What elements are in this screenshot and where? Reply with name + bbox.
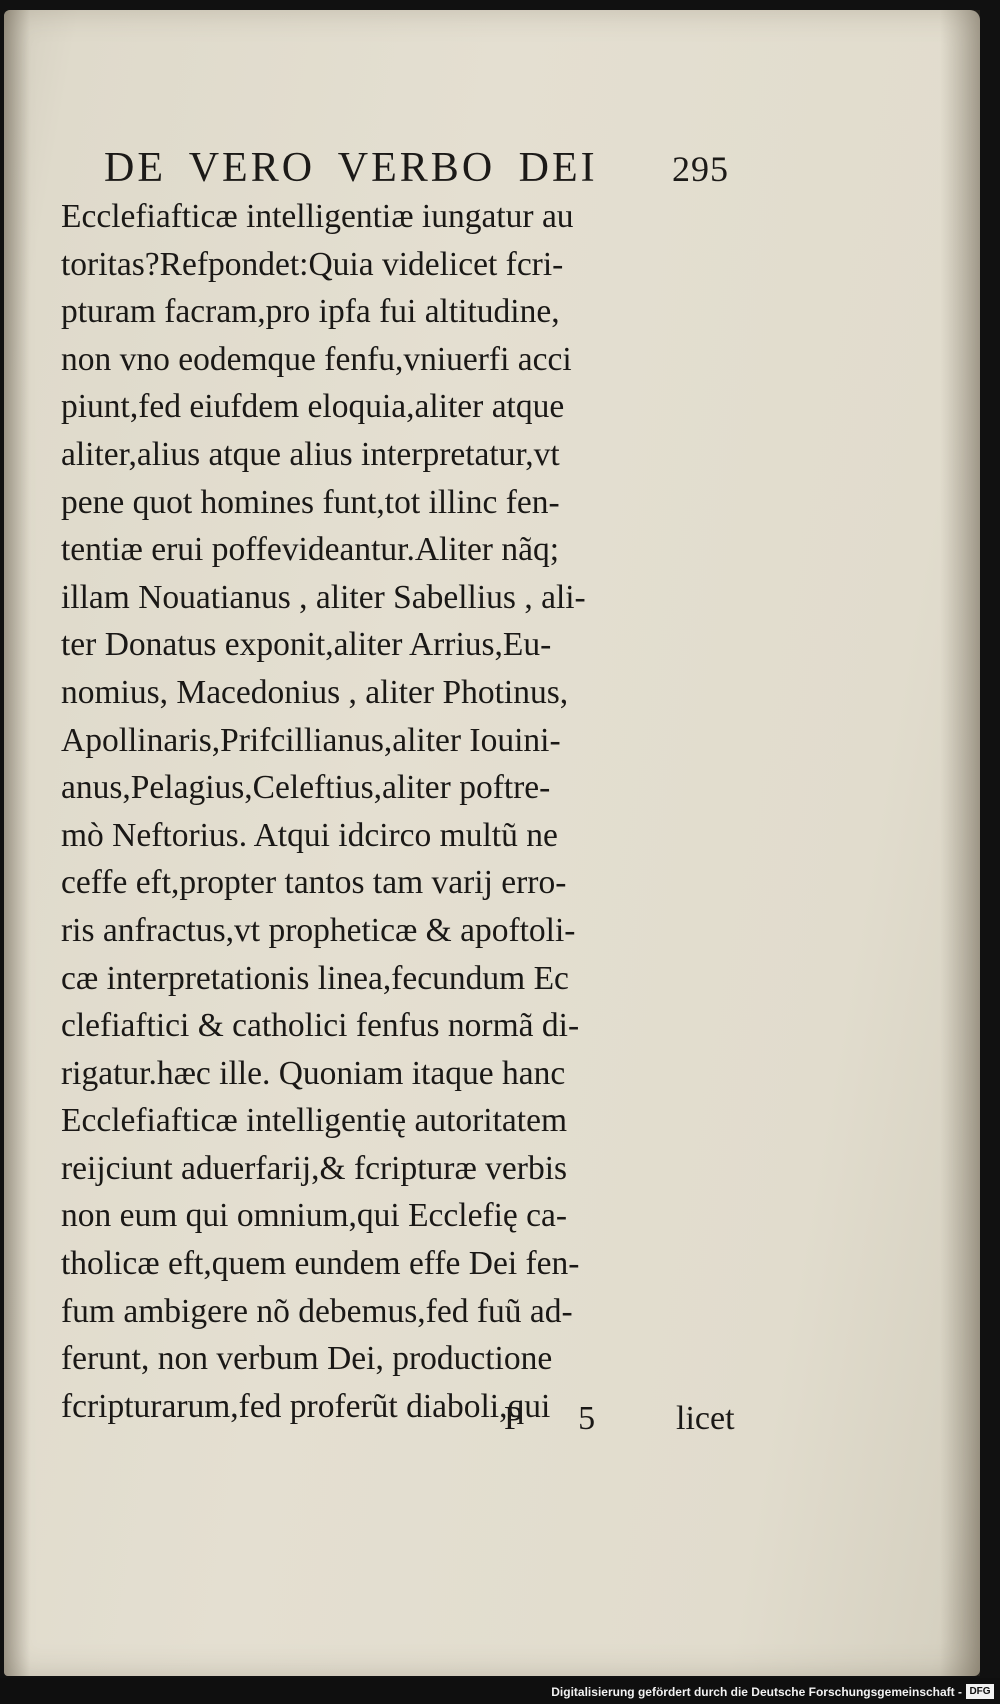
catchword: licet (676, 1400, 735, 1437)
page-edge-shadow (940, 10, 980, 1676)
text-line: piunt,fed eiufdem eloquia,aliter atque (61, 388, 565, 426)
text-line: illam Nouatianus , aliter Sabellius , ali- (61, 578, 586, 616)
running-head (104, 144, 729, 192)
page-number: 295 (672, 149, 729, 189)
text-line: Ecclefiafticæ intelligentiæ iungatur au (61, 198, 574, 235)
text-line: nomius, Macedonius , aliter Photinus, (61, 673, 569, 711)
text-line: Apollinaris,Prifcillianus,aliter Iouini- (61, 721, 561, 759)
text-line: tholicæ eft,quem eundem effe Dei fen- (61, 1245, 580, 1283)
dfg-logo-icon: DFG (966, 1684, 994, 1699)
running-head-title: DE VERO VERBO DEI (104, 145, 598, 191)
text-line: pturam facram,pro ipfa fui altitudine, (61, 293, 560, 331)
text-line: cæ interpretationis linea,fecundum Ec (61, 959, 569, 997)
credit-bar (0, 1678, 1000, 1704)
text-line: Ecclefiafticæ intelligentię autoritatem (61, 1102, 568, 1140)
text-line: ferunt, non verbum Dei, productione (61, 1340, 553, 1378)
text-line: reijciunt aduerfarij,& fcripturæ verbis (61, 1149, 568, 1187)
text-line: toritas?Refpondet:Quia videlicet fcri- (61, 245, 564, 283)
text-line: pene quot homines funt,tot illinc fen- (61, 483, 560, 521)
text-line: anus,Pelagius,Celeftius,aliter poftre- (61, 769, 551, 807)
text-line: clefiaftici & catholici fenfus normã di- (61, 1007, 580, 1045)
text-line: rigatur.hæc ille. Quoniam itaque hanc (61, 1054, 566, 1092)
text-line: fcripturarum,fed proferũt diaboli,qui (61, 1387, 551, 1425)
digitization-credit: Digitalisierung gefördert durch die Deutsche Forschungsgemeinschaft - (551, 1685, 962, 1699)
text-line: ter Donatus exponit,aliter Arrius,Eu- (61, 626, 552, 664)
text-line: non vno eodemque fenfu,vniuerfi acci (61, 340, 572, 378)
body-text (61, 193, 751, 1430)
text-line: tentiæ erui poffevideantur.Aliter nãq; (61, 531, 560, 569)
signature-mark: P 5 (504, 1400, 620, 1437)
text-line: ris anfractus,vt propheticæ & apoftoli- (61, 911, 576, 949)
text-line: aliter,alius atque alius interpretatur,vt (61, 435, 560, 473)
text-line: ceffe eft,propter tantos tam varij erro- (61, 864, 567, 902)
text-line: mò Neftorius. Atqui idcirco multũ ne (61, 816, 558, 854)
text-line: fum ambigere nõ debemus,fed fuũ ad- (61, 1292, 573, 1330)
gutter-shadow (4, 10, 30, 1676)
book-page (4, 10, 980, 1676)
text-line: non eum qui omnium,qui Ecclefię ca- (61, 1197, 568, 1235)
